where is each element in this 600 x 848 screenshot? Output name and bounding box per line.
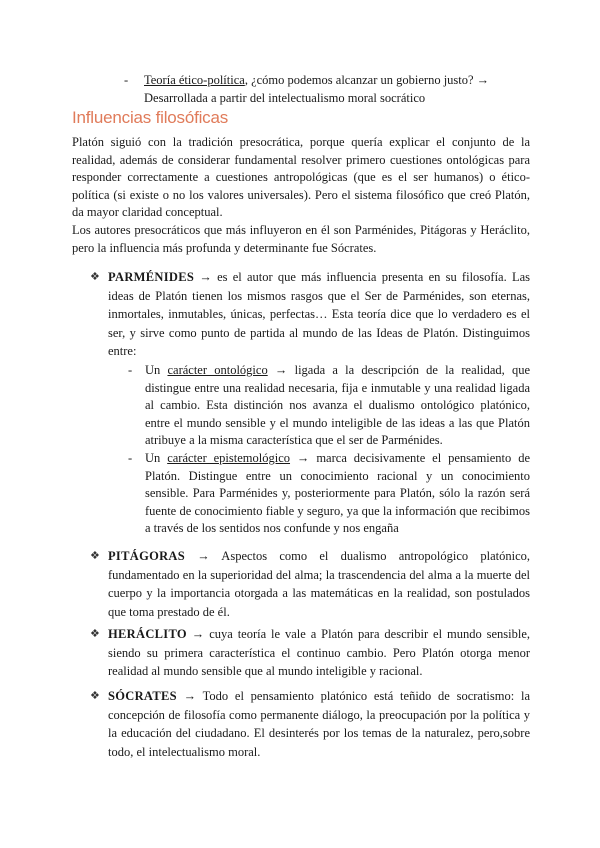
diamond-bullet-icon: ❖ bbox=[90, 690, 100, 703]
list-dash: - bbox=[124, 73, 129, 87]
list-dash: - bbox=[128, 362, 133, 377]
item-text-line1: , ¿cómo podemos alcanzar un gobierno justo? → bbox=[244, 73, 490, 87]
sub-prefix: Un bbox=[145, 450, 168, 465]
bullet-name: HERÁCLITO bbox=[108, 627, 187, 642]
bullet-parmenides bbox=[90, 268, 530, 361]
item-text-line2: Desarrollada a partir del intelectualismo moral socrático bbox=[144, 91, 426, 105]
term-caracter-epistemologico: carácter epistemológico bbox=[167, 450, 291, 465]
bullet-pitagoras bbox=[90, 547, 530, 621]
bullet-text: → es el autor que más influencia presenta en su filosofía. Las ideas de Platón tienen los mismos rasgos que el Ser de Parménides, son eternas, inmortales, inmutables, únicas, perfectas… Esta teoría dice que lo verdadero es el ser, y sirve como punto de partida al mundo de las Ideas de Platón. Distinguimos entre: bbox=[108, 270, 530, 359]
sub-item-epistemologico bbox=[128, 450, 530, 538]
influences-list bbox=[90, 268, 530, 761]
term-caracter-ontologico: carácter ontológico bbox=[167, 362, 268, 377]
sub-text: → ligada a la descripción de la realidad, que distingue entre una realidad necesaria, fija e inmutable y una realidad ligada al cambio. Esta distinción nos avanza el dualismo ontológico platónico, entre el mundo sensible y el mundo inteligible de las ideas a las que Platón atribuye a la misma característica que el ser de Parménides. bbox=[145, 362, 530, 448]
section-title: Influencias filosóficas bbox=[72, 108, 229, 127]
bullet-text: → Todo el pensamiento platónico está teñido de socratismo: la concepción de filosofía como permanente diálogo, la preocupación por la política y la educación del ciudadano. El desinterés por los temas de la naturalez, pero,sobre todo, el intelectualismo moral. bbox=[108, 689, 530, 759]
sub-prefix: Un bbox=[145, 362, 168, 377]
sub-item-ontologico bbox=[128, 362, 530, 450]
bullet-text: → Aspectos como el dualismo antropológico platónico, fundamentado en la superioridad del alma; la trascendencia del alma a la muerte del cuerpo y la importancia otorgada a las matemáticas en la realidad, son postulados que toma prestado de él. bbox=[108, 548, 530, 619]
diamond-bullet-icon: ❖ bbox=[90, 628, 100, 641]
bullet-heraclito bbox=[90, 625, 530, 681]
bullet-text: → cuya teoría le vale a Platón para describir el mundo sensible, siendo su primera característica el continuo cambio. Pero Platón otorga menor realidad al mundo sensible que al mundo inteligible y racional. bbox=[108, 627, 530, 679]
bullet-name: SÓCRATES bbox=[108, 689, 177, 704]
bullet-name: PARMÉNIDES bbox=[108, 270, 195, 284]
intro-text bbox=[72, 134, 530, 257]
diamond-bullet-icon: ❖ bbox=[90, 549, 100, 562]
list-item-teoria-etico-politica bbox=[124, 71, 544, 107]
list-dash: - bbox=[128, 450, 133, 465]
bullet-socrates bbox=[90, 687, 530, 761]
bullet-name: PITÁGORAS bbox=[108, 548, 186, 563]
sub-text: → marca decisivamente el pensamiento de Platón. Distingue entre un conocimiento racional y un conocimiento sensible. Para Parménides y, posteriormente para Platón, sólo la razón será fuente de conocimiento fiable y seguro, ya que la información que recibimos a través de los sentidos nos confunde y nos engaña bbox=[145, 450, 530, 536]
diamond-bullet-icon: ❖ bbox=[90, 271, 100, 283]
term-teoria-etico-politica: Teoría ético-política bbox=[144, 73, 245, 87]
intro-paragraph: Platón siguió con la tradición presocrática, porque quería explicar el conjunto de la realidad, además de considerar fundamental resolver primero cuestiones ontológicas para responder correctamente a cuestiones antropológicas (que es el ser humanos) o ético-política (si existe o no los valores universales). Pero el sistema filosófico que creó Platón, da mayor claridad conceptual. bbox=[72, 135, 530, 220]
intro-paragraph: Los autores presocráticos que más influyeron en él son Parménides, Pitágoras y Heráclito, pero la influencia más profunda y determinante fue Sócrates. bbox=[72, 222, 530, 255]
